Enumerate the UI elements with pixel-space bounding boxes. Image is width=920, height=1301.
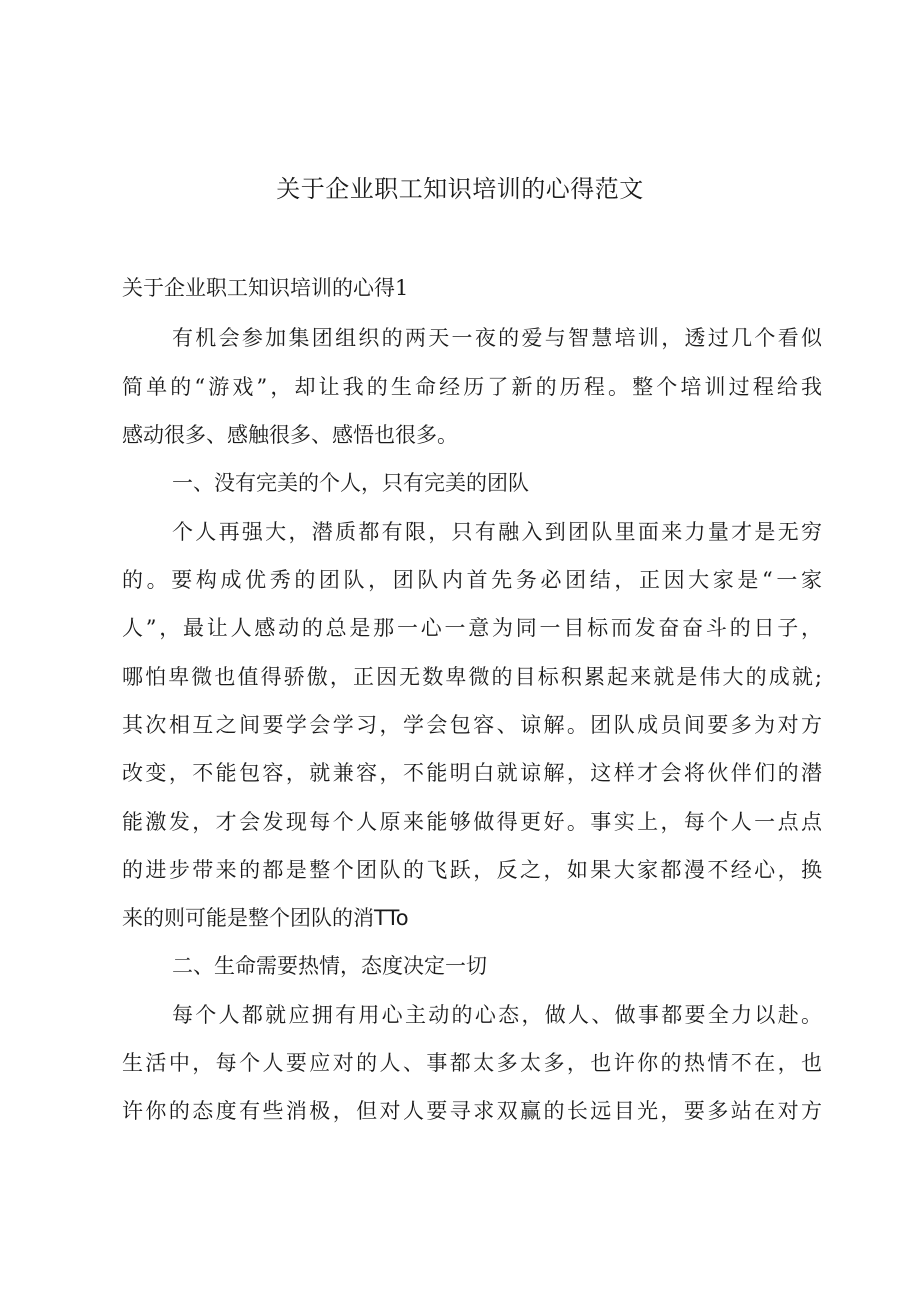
paragraph-line: 许你的态度有些消极，但对人要寻求双赢的长远目光，要多站在对方 [122, 1099, 822, 1123]
paragraph-line: 能激发，才会发现每个人原来能够做得更好。事实上，每个人一点点 [122, 810, 822, 834]
paragraph-line: 感动很多、感触很多、感悟也很多。 [122, 423, 458, 447]
paragraph-line: 简单的“游戏”，却让我的生命经历了新的历程。整个培训过程给我 [122, 375, 822, 399]
section-heading-1: 一、没有完美的个人，只有完美的团队 [172, 471, 529, 495]
ocr-artifact-text: TTo [374, 906, 409, 930]
paragraph-line: 哪怕卑微也值得骄傲，正因无数卑微的目标积累起来就是伟大的成就; [122, 665, 822, 689]
paragraph-line: 的进步带来的都是整个团队的飞跃，反之，如果大家都漫不经心，换 [122, 858, 822, 882]
paragraph-line: 人”，最让人感动的总是那一心一意为同一目标而发奋奋斗的日子， [122, 616, 822, 640]
paragraph-line: 生活中，每个人要应对的人、事都太多太多，也许你的热情不在，也 [122, 1051, 822, 1075]
paragraph-line: 的。要构成优秀的团队，团队内首先务必团结，正因大家是“一家 [122, 568, 822, 592]
document-title: 关于企业职工知识培训的心得范文 [276, 175, 644, 203]
paragraph-line: 每个人都就应拥有用心主动的心态，做人、做事都要全力以赴。 [172, 1003, 822, 1027]
section-heading-2: 二、生命需要热情，态度决定一切 [172, 954, 487, 978]
paragraph-line-text: 来的则可能是整个团队的消 [122, 906, 374, 930]
section-subheading: 关于企业职工知识培训的心得1 [122, 276, 409, 300]
paragraph-line-end [122, 902, 822, 934]
paragraph-line: 有机会参加集团组织的两天一夜的爱与智慧培训，透过几个看似 [172, 326, 822, 350]
paragraph-line: 其次相互之间要学会学习，学会包容、谅解。团队成员间要多为对方 [122, 713, 822, 737]
paragraph-line: 改变，不能包容，就兼容，不能明白就谅解，这样才会将伙伴们的潜 [122, 761, 822, 785]
paragraph-line: 个人再强大，潜质都有限，只有融入到团队里面来力量才是无穷 [172, 520, 822, 544]
